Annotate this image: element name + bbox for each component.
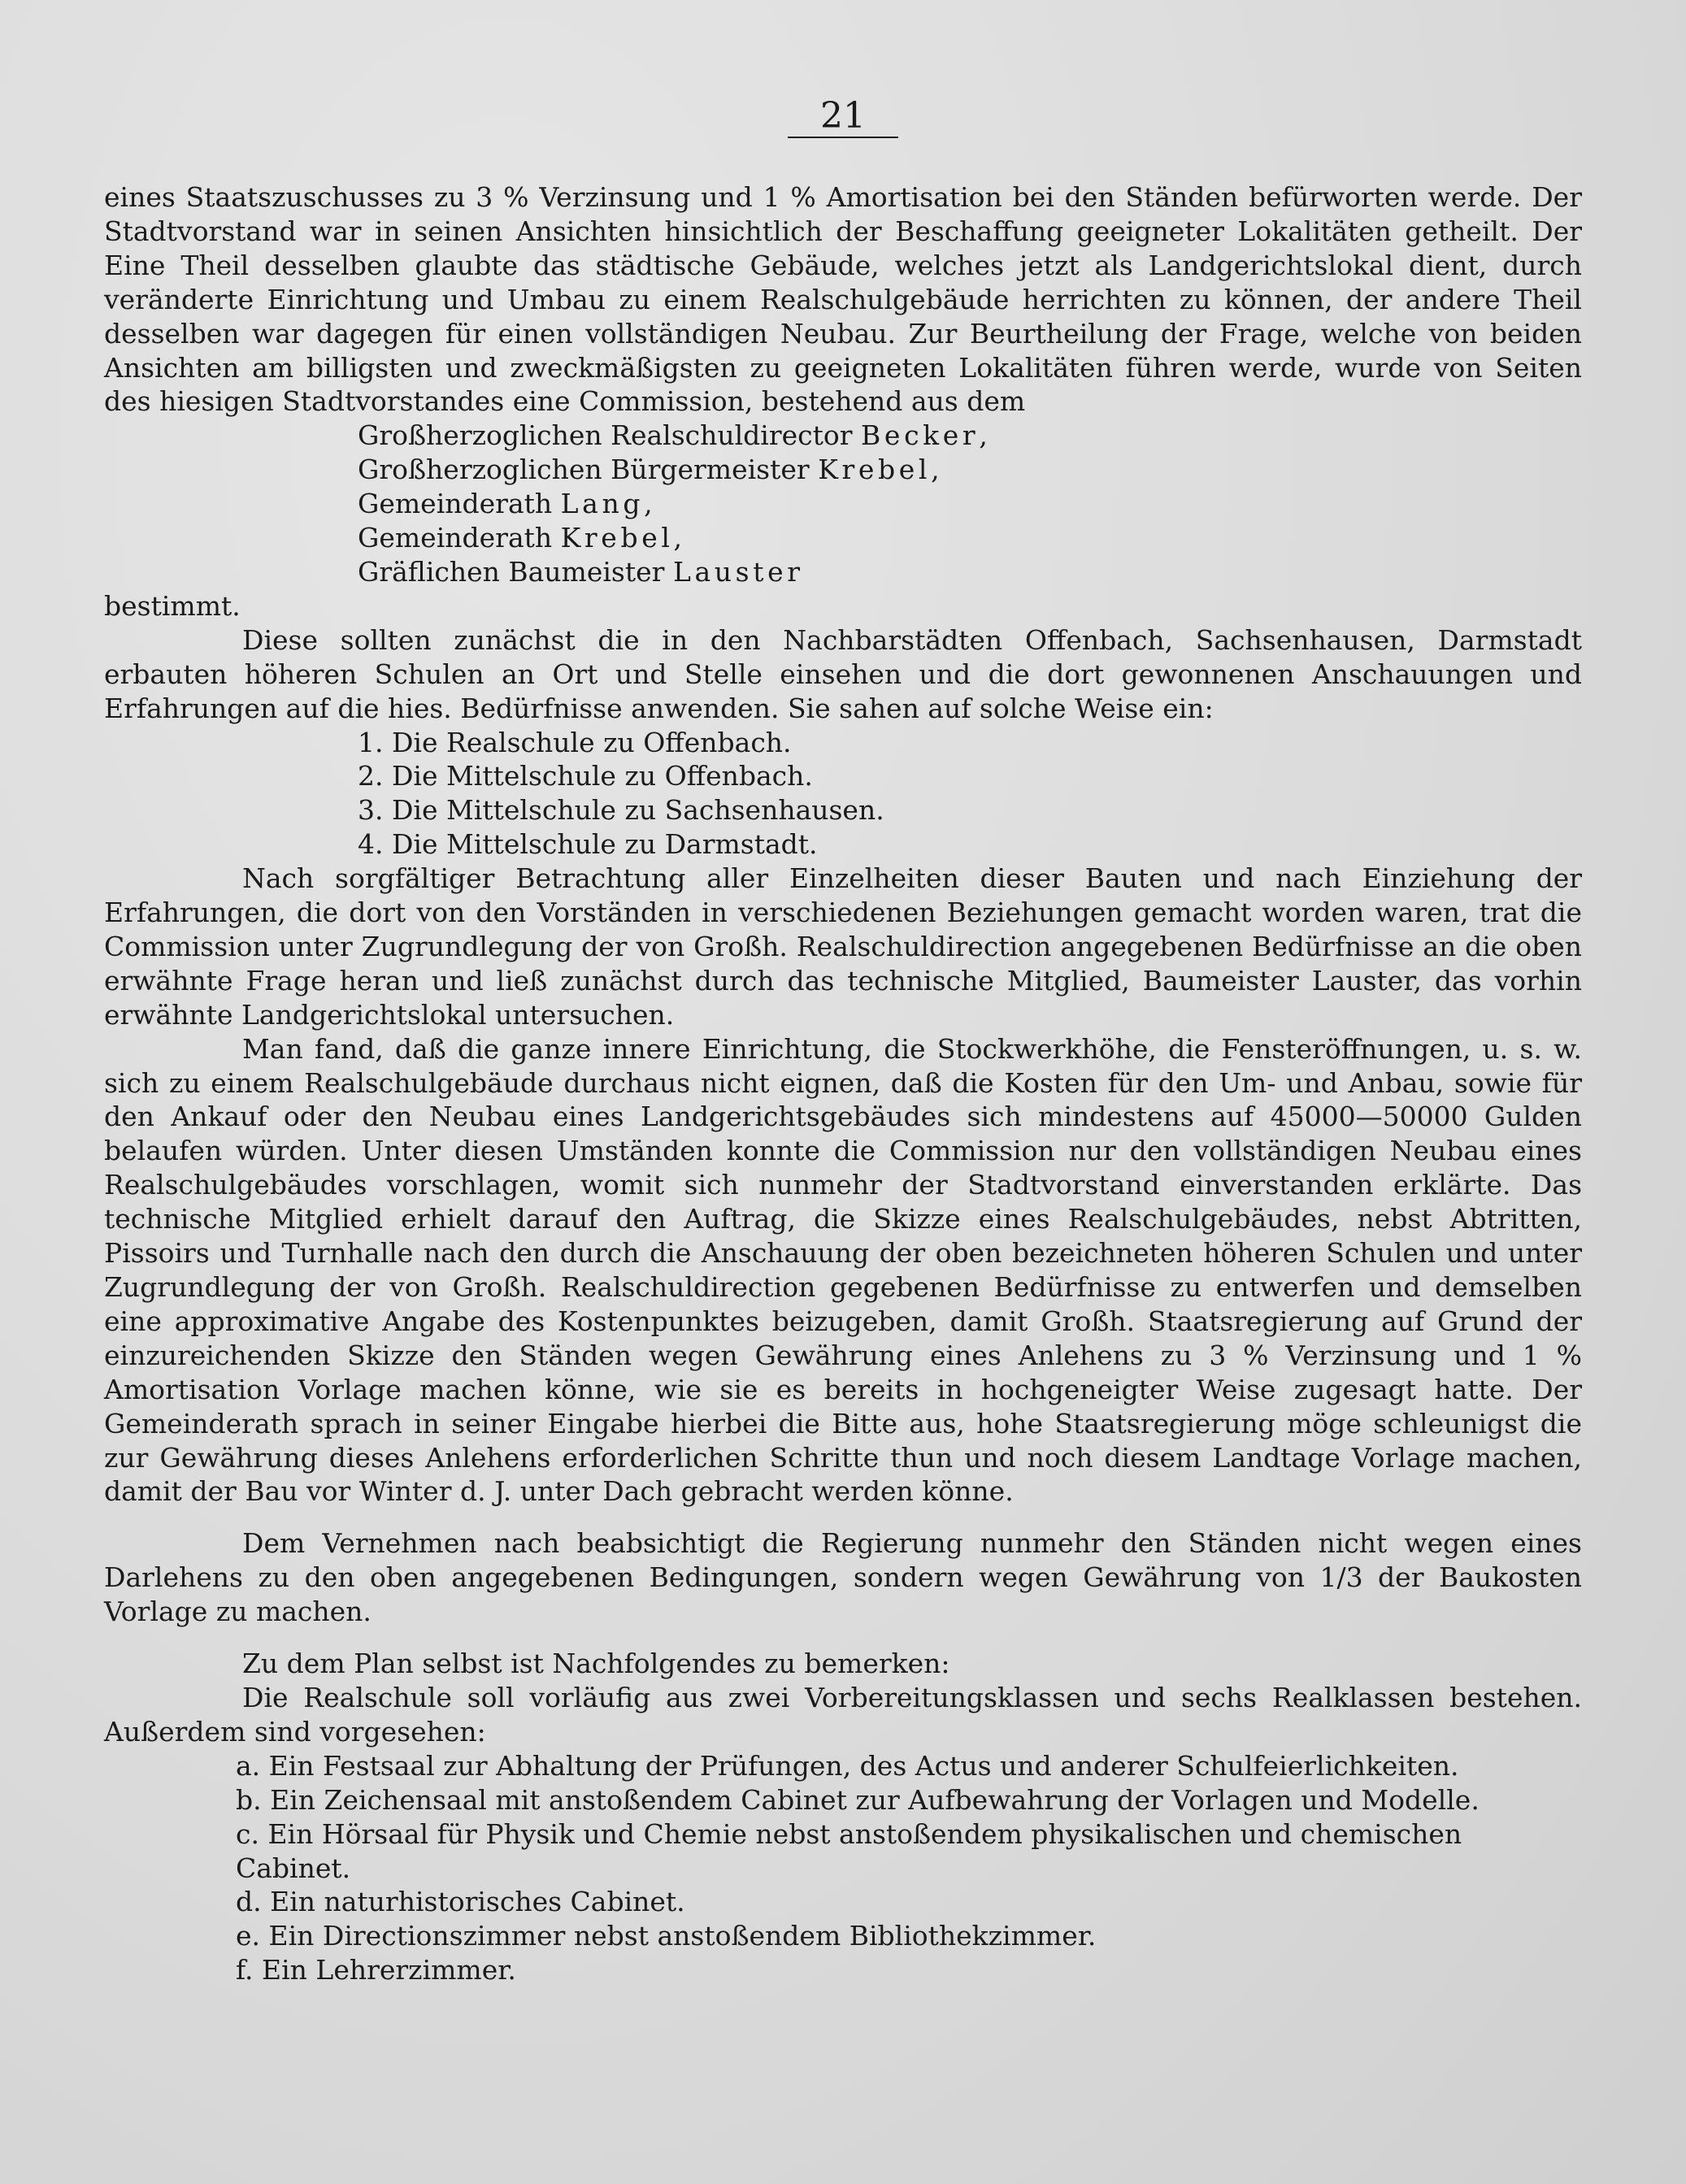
rooms-list [104, 1749, 1582, 1987]
bestimmt-line: bestimmt. [104, 589, 241, 622]
paragraph-3: Nach sorgfältiger Betrachtung aller Einzelheiten dieser Bauten und nach Einziehung der Erfahrungen, die dort von den Vorständen in verschiedenen Beziehungen gemacht worden waren, trat die Commission unter Zugrundlegung der von Großh. Realschuldirection angegebenen Bedürfnisse an die oben erwähnte Frage heran und ließ zunächst durch das technische Mitglied, Baumeister Lauster, das vorhin erwähnte Landgerichtslokal untersuchen. [104, 862, 1582, 1031]
commission-list [104, 419, 1582, 589]
page-number [0, 96, 1686, 138]
page-number-text: 21 [788, 96, 898, 138]
paragraph-4: Man fand, daß die ganze innere Einrichtung, die Stockwerkhöhe, die Fensteröffnungen, u. s. w. sich zu einem Realschulgebäude durchaus nicht eignen, daß die Kosten für den Um- und Anbau, sowie für den Ankauf oder den Neubau eines Landgerichtsgebäudes sich mindestens auf 45000—50000 Gulden belaufen würden. Unter diesen Umständen konnte die Commission nur den vollständigen Neubau eines Realschulgebäudes vorschlagen, womit sich nunmehr der Stadtvorstand einverstanden erklärte. Das technische Mitglied erhielt darauf den Auftrag, die Skizze eines Realschulgebäudes, nebst Abtritten, Pissoirs und Turnhalle nach den durch die Anschauung der oben bezeichneten höheren Schulen und unter Zugrundlegung der von Großh. Realschuldirection gegebenen Bedürfnisse zu entwerfen und demselben eine approximative Angabe des Kostenpunktes beizugeben, damit Großh. Staatsregierung auf Grund der einzureichenden Skizze den Ständen wegen Gewährung eines Anlehens zu 3 % Verzinsung und 1 % Amortisation Vorlage machen könne, wie sie es bereits in hochgeneigter Weise zugesagt hatte. Der Gemeinderath sprach in seiner Eingabe hierbei die Bitte aus, hohe Staatsregierung möge schleunigst die zur Gewährung dieses Anlehens erforderlichen Schritte thun und noch diesem Landtage Vorlage machen, damit der Bau vor Winter d. J. unter Dach gebracht werden könne. [104, 1032, 1582, 1508]
paragraph-5: Dem Vernehmen nach beabsichtigt die Regierung nunmehr den Ständen nicht wegen eines Darlehens zu den oben angegebenen Bedingungen, sondern wegen Gewährung von 1/3 der Baukosten Vorlage zu machen. [104, 1527, 1582, 1628]
room-item: c. Ein Hörsaal für Physik und Chemie nebst anstoßendem physikalischen und chemischen Cabinet. [236, 1817, 1462, 1884]
room-item: e. Ein Directionszimmer nebst anstoßendem Bibliothekzimmer. [236, 1920, 1097, 1952]
school-item: 1. Die Realschule zu Offenbach. [358, 726, 792, 758]
paragraph-6: Zu dem Plan selbst ist Nachfolgendes zu bemerken: [242, 1648, 950, 1680]
room-item: f. Ein Lehrerzimmer. [236, 1954, 516, 1986]
commission-member: Gemeinderath Lang, [358, 488, 653, 520]
room-item: b. Ein Zeichensaal mit anstoßendem Cabinet zur Aufbewahrung der Vorlagen und Modelle. [236, 1783, 1480, 1816]
schools-list [104, 726, 1582, 862]
body-text [104, 180, 1582, 1987]
paragraph-1: eines Staatszuschusses zu 3 % Verzinsung und 1 % Amortisation bei den Ständen befürworten werde. Der Stadtvorstand war in seinen Ansichten hinsichtlich der Beschaffung geeigneter Lokalitäten getheilt. Der Eine Theil desselben glaubte das städtische Gebäude, welches jetzt als Landgerichtslokal dient, durch veränderte Einrichtung und Umbau zu einem Realschulgebäude herrichten zu können, der andere Theil desselben war dagegen für einen vollständigen Neubau. Zur Beurtheilung der Frage, welche von beiden Ansichten am billigsten und zweckmäßigsten zu geeigneten Lokalitäten führen werde, wurde von Seiten des hiesigen Stadtvorstandes eine Commission, bestehend aus dem [104, 181, 1582, 418]
room-item: a. Ein Festsaal zur Abhaltung der Prüfungen, des Actus und anderer Schulfeierlichkeiten. [236, 1749, 1459, 1782]
school-item: 4. Die Mittelschule zu Darmstadt. [358, 828, 818, 861]
commission-member: Gräflichen Baumeister Lauster [358, 555, 804, 588]
commission-member: Gemeinderath Krebel, [358, 522, 683, 554]
paragraph-7: Die Realschule soll vorläufig aus zwei Vorbereitungsklassen und sechs Realklassen bestehen. Außerdem sind vorgesehen: [104, 1681, 1582, 1748]
school-item: 3. Die Mittelschule zu Sachsenhausen. [358, 794, 884, 827]
commission-member: Großherzoglichen Bürgermeister Krebel, [358, 454, 940, 486]
commission-member: Großherzoglichen Realschuldirector Becker, [358, 419, 988, 452]
paragraph-2: Diese sollten zunächst die in den Nachbarstädten Offenbach, Sachsenhausen, Darmstadt erbauten höheren Schulen an Ort und Stelle einsehen und die dort gewonnenen Anschauungen und Erfahrungen auf die hies. Bedürfnisse anwenden. Sie sahen auf solche Weise ein: [104, 623, 1582, 724]
school-item: 2. Die Mittelschule zu Offenbach. [358, 760, 813, 792]
room-item: d. Ein naturhistorisches Cabinet. [236, 1886, 685, 1918]
